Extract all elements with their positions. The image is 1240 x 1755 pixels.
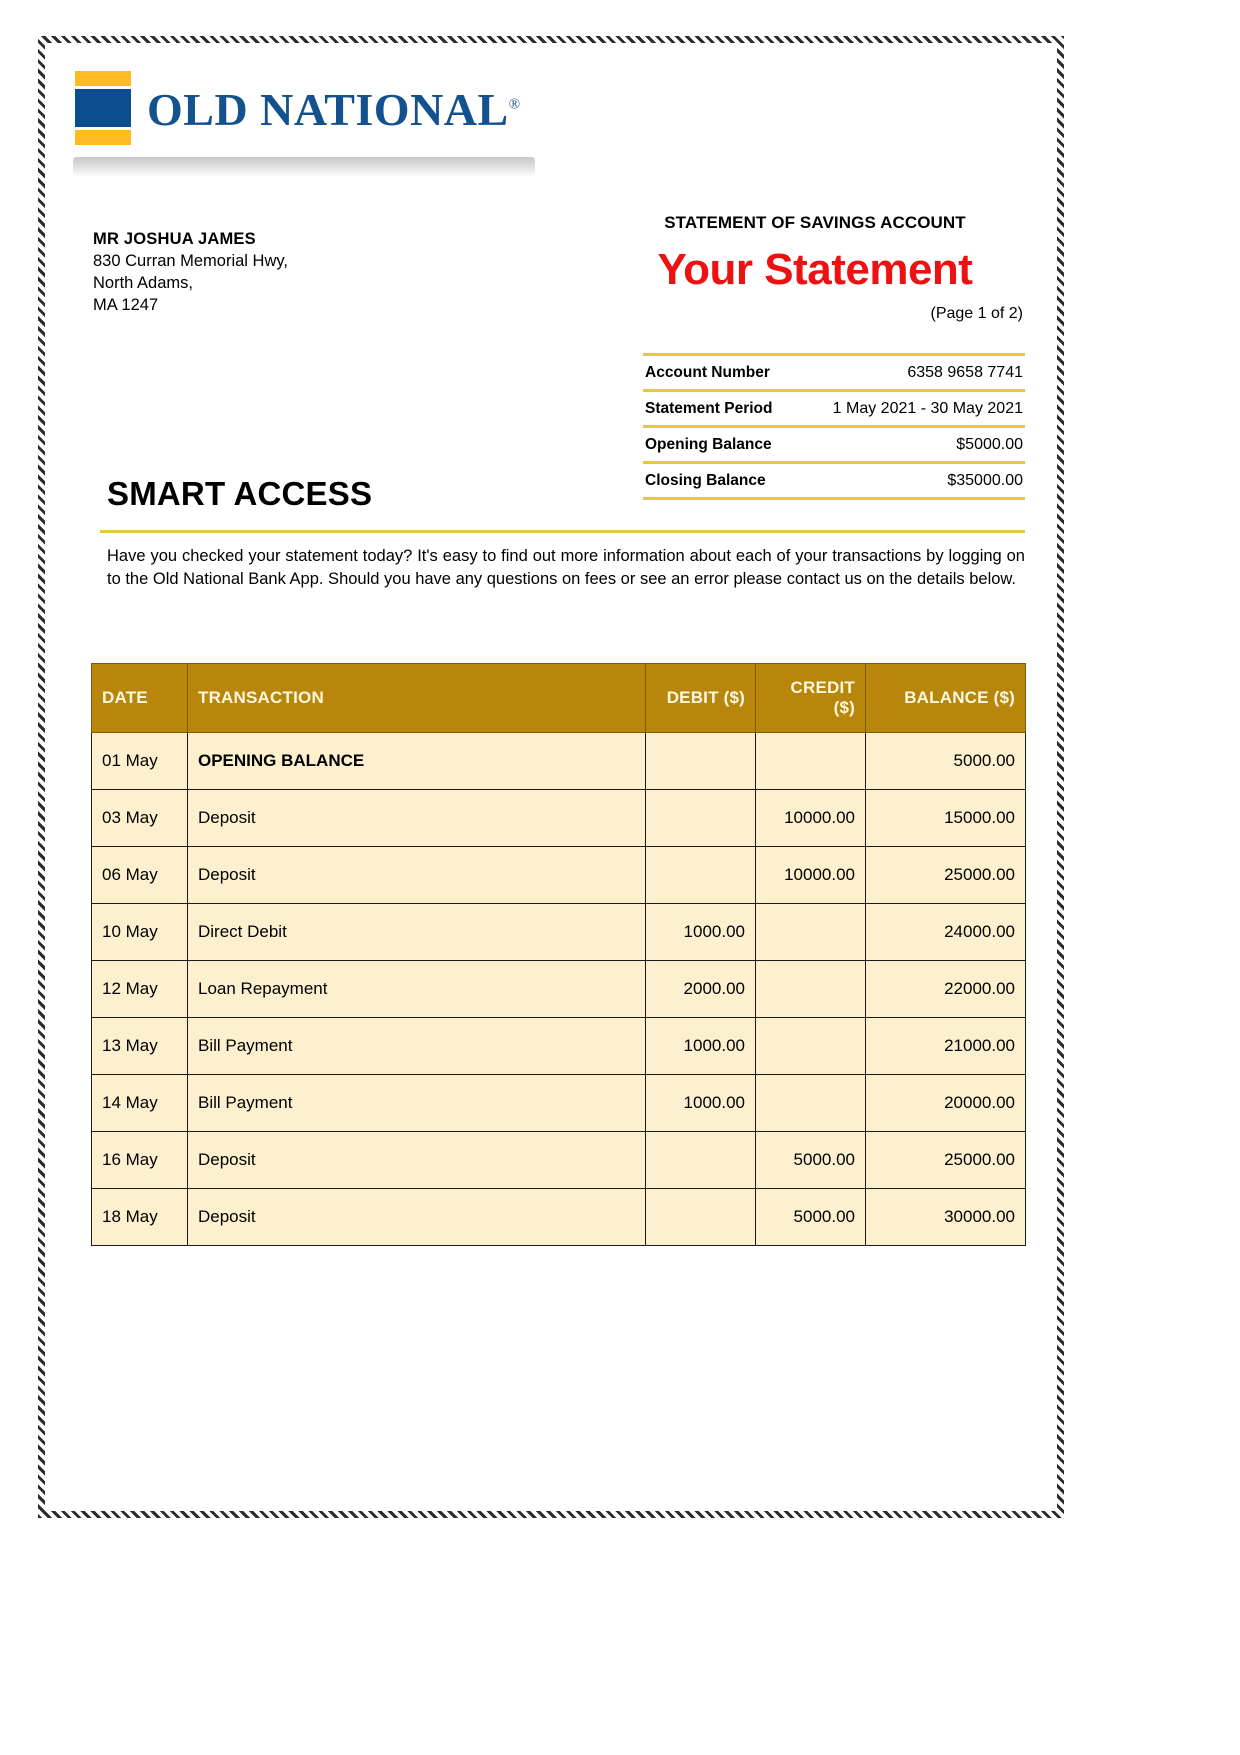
transactions-table bbox=[91, 663, 1026, 1246]
cell-balance: 20000.00 bbox=[866, 1075, 1026, 1132]
cell-debit: 1000.00 bbox=[646, 1075, 756, 1132]
details-value-statement-period: 1 May 2021 - 30 May 2021 bbox=[817, 391, 1025, 427]
cell-description: Bill Payment bbox=[188, 1075, 646, 1132]
details-row-opening-balance bbox=[643, 427, 1025, 463]
cell-debit bbox=[646, 790, 756, 847]
details-label-opening-balance: Opening Balance bbox=[643, 427, 817, 463]
cell-balance: 22000.00 bbox=[866, 961, 1026, 1018]
statement-page bbox=[38, 36, 1064, 1518]
cell-description: Deposit bbox=[188, 847, 646, 904]
cell-date: 18 May bbox=[92, 1189, 188, 1246]
details-value-account-number: 6358 9658 7741 bbox=[817, 355, 1025, 391]
registered-trademark-icon: ® bbox=[508, 96, 521, 113]
logo-blue-square bbox=[75, 89, 131, 127]
cell-date: 03 May bbox=[92, 790, 188, 847]
details-row-statement-period bbox=[643, 391, 1025, 427]
bank-logo bbox=[75, 71, 521, 145]
table-row bbox=[92, 904, 1026, 961]
details-row-account-number bbox=[643, 355, 1025, 391]
details-value-closing-balance: $35000.00 bbox=[817, 463, 1025, 499]
cell-credit bbox=[756, 733, 866, 790]
recipient-address-line-3: MA 1247 bbox=[93, 296, 159, 314]
cell-description: Bill Payment bbox=[188, 1018, 646, 1075]
cell-credit bbox=[756, 904, 866, 961]
cell-date: 16 May bbox=[92, 1132, 188, 1189]
details-label-closing-balance: Closing Balance bbox=[643, 463, 817, 499]
cell-credit bbox=[756, 961, 866, 1018]
table-row bbox=[92, 1132, 1026, 1189]
cell-description: Deposit bbox=[188, 1132, 646, 1189]
header-divider-bar bbox=[73, 157, 535, 177]
details-label-account-number: Account Number bbox=[643, 355, 817, 391]
cell-balance: 21000.00 bbox=[866, 1018, 1026, 1075]
cell-balance: 25000.00 bbox=[866, 1132, 1026, 1189]
cell-debit bbox=[646, 847, 756, 904]
intro-paragraph: Have you checked your statement today? It's easy to find out more information about each of your transactions by logging on to the Old National Bank App. Should you have any questions on fees or see an error please contact us on the details below. bbox=[107, 547, 1025, 588]
statement-kicker: STATEMENT OF SAVINGS ACCOUNT bbox=[664, 213, 966, 232]
column-header-credit: CREDIT ($) bbox=[756, 664, 866, 733]
column-header-transaction: TRANSACTION bbox=[188, 664, 646, 733]
cell-date: 01 May bbox=[92, 733, 188, 790]
cell-date: 06 May bbox=[92, 847, 188, 904]
cell-debit: 1000.00 bbox=[646, 1018, 756, 1075]
cell-date: 14 May bbox=[92, 1075, 188, 1132]
cell-balance: 15000.00 bbox=[866, 790, 1026, 847]
cell-credit: 10000.00 bbox=[756, 790, 866, 847]
statement-inner bbox=[45, 43, 1057, 1511]
cell-balance: 5000.00 bbox=[866, 733, 1026, 790]
cell-debit bbox=[646, 733, 756, 790]
cell-description: Direct Debit bbox=[188, 904, 646, 961]
cell-debit: 1000.00 bbox=[646, 904, 756, 961]
table-row bbox=[92, 961, 1026, 1018]
logo-wordmark-text: OLD NATIONAL bbox=[147, 84, 509, 135]
cell-debit bbox=[646, 1189, 756, 1246]
cell-description: Loan Repayment bbox=[188, 961, 646, 1018]
column-header-balance: BALANCE ($) bbox=[866, 664, 1026, 733]
recipient-name: MR JOSHUA JAMES bbox=[93, 230, 256, 248]
cell-date: 13 May bbox=[92, 1018, 188, 1075]
transactions-header-row bbox=[92, 664, 1026, 733]
details-value-opening-balance: $5000.00 bbox=[817, 427, 1025, 463]
statement-header bbox=[605, 213, 1025, 323]
column-header-date: DATE bbox=[92, 664, 188, 733]
cell-balance: 30000.00 bbox=[866, 1189, 1026, 1246]
cell-credit: 5000.00 bbox=[756, 1189, 866, 1246]
cell-description: Deposit bbox=[188, 1189, 646, 1246]
cell-balance: 25000.00 bbox=[866, 847, 1026, 904]
table-row bbox=[92, 790, 1026, 847]
logo-wordmark bbox=[147, 84, 521, 135]
cell-credit: 5000.00 bbox=[756, 1132, 866, 1189]
section-divider bbox=[100, 530, 1025, 533]
table-row bbox=[92, 1189, 1026, 1246]
table-row bbox=[92, 1075, 1026, 1132]
details-row-closing-balance bbox=[643, 463, 1025, 499]
cell-credit bbox=[756, 1018, 866, 1075]
cell-balance: 24000.00 bbox=[866, 904, 1026, 961]
cell-description: Deposit bbox=[188, 790, 646, 847]
recipient-address-line-2: North Adams, bbox=[93, 274, 193, 292]
column-header-debit: DEBIT ($) bbox=[646, 664, 756, 733]
logo-gold-bar-bottom bbox=[75, 130, 131, 145]
logo-mark-icon bbox=[75, 71, 131, 145]
details-label-statement-period: Statement Period bbox=[643, 391, 817, 427]
account-details-table bbox=[643, 353, 1025, 500]
table-row bbox=[92, 733, 1026, 790]
cell-date: 10 May bbox=[92, 904, 188, 961]
cell-debit: 2000.00 bbox=[646, 961, 756, 1018]
cell-credit: 10000.00 bbox=[756, 847, 866, 904]
product-name: SMART ACCESS bbox=[107, 475, 373, 512]
table-row bbox=[92, 1018, 1026, 1075]
cell-date: 12 May bbox=[92, 961, 188, 1018]
cell-debit bbox=[646, 1132, 756, 1189]
recipient-address-line-1: 830 Curran Memorial Hwy, bbox=[93, 252, 289, 270]
logo-gold-bar-top bbox=[75, 71, 131, 86]
cell-credit bbox=[756, 1075, 866, 1132]
transactions-section bbox=[91, 663, 1025, 1246]
page-title: Your Statement bbox=[657, 245, 973, 294]
page-indicator: (Page 1 of 2) bbox=[930, 305, 1023, 322]
recipient-address-block bbox=[93, 228, 288, 316]
table-row bbox=[92, 847, 1026, 904]
cell-description: OPENING BALANCE bbox=[188, 733, 646, 790]
